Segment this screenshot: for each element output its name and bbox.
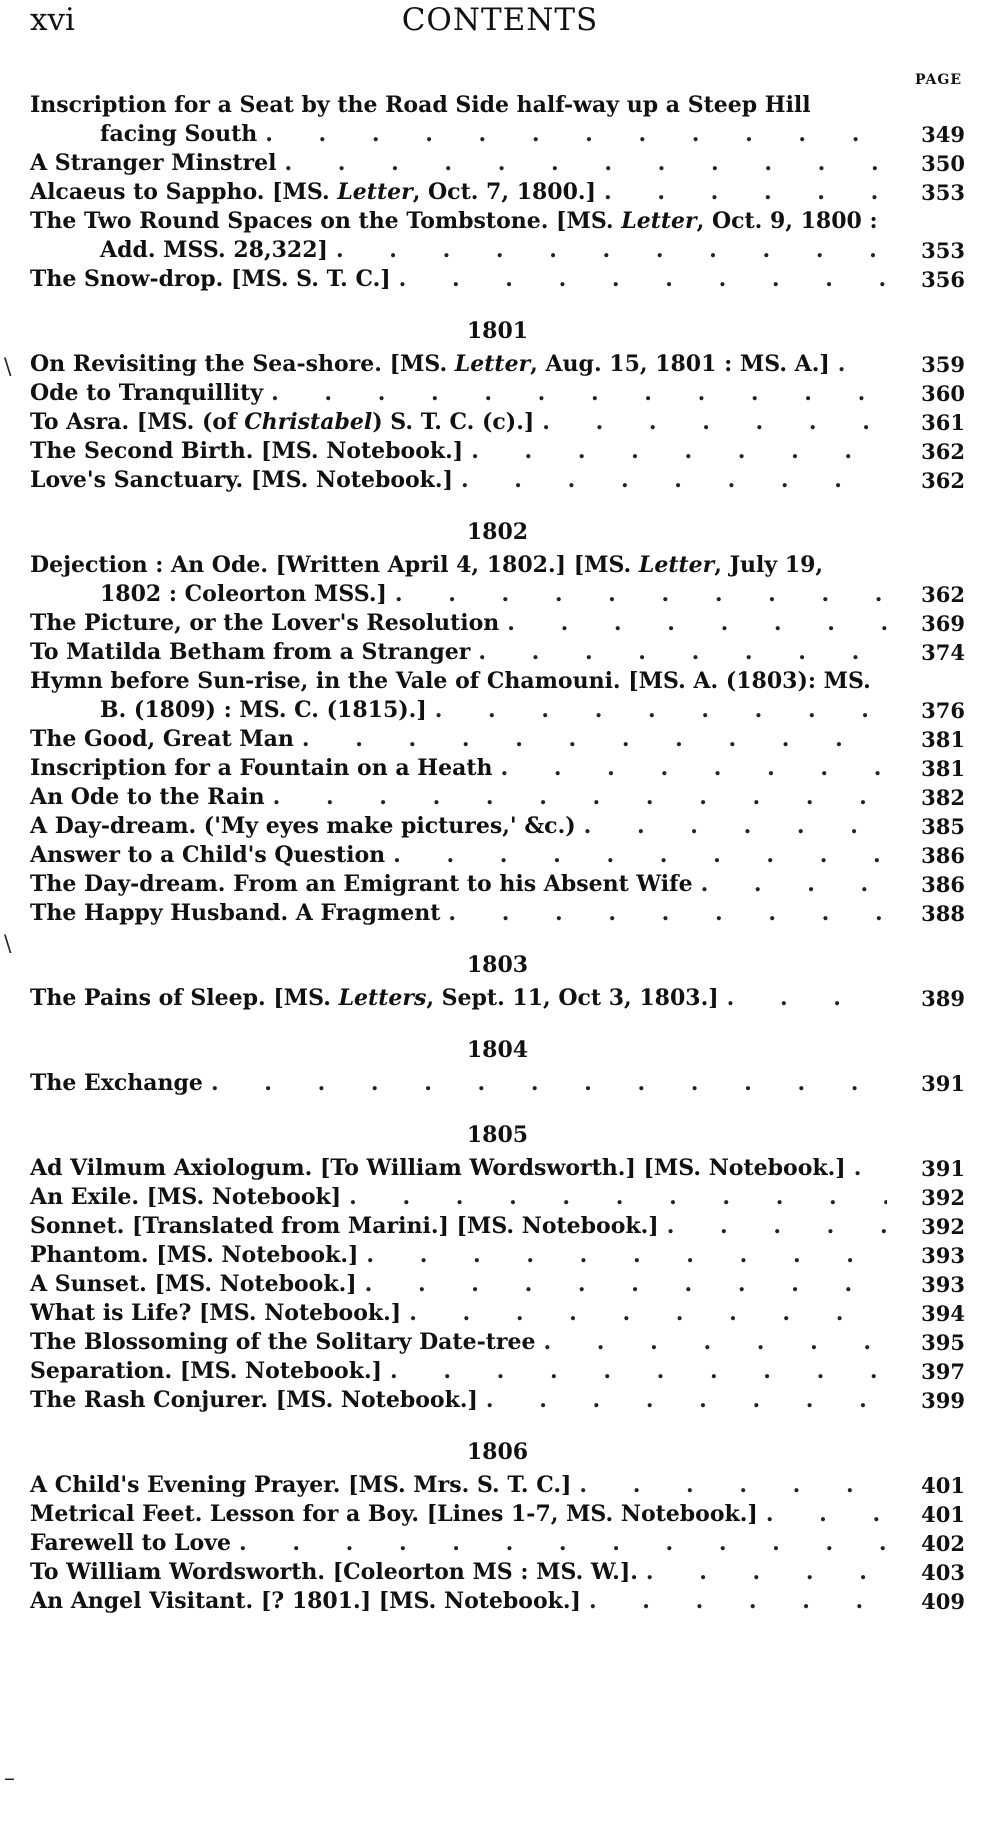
toc-entry-title: The Exchange (30, 1070, 203, 1096)
toc-entry-page: 386 (921, 872, 965, 897)
toc-entry-title: An Ode to the Rain (30, 784, 265, 810)
section-year-heading: 1802 (466, 519, 529, 545)
section-year-heading: 1805 (466, 1122, 529, 1148)
toc-entry-title: To William Wordsworth. [Coleorton MS : MS. W.]. (30, 1559, 638, 1585)
toc-entry-title: The Good, Great Man (30, 726, 294, 752)
toc-entry-title: The Rash Conjurer. [MS. Notebook.] (30, 1387, 478, 1413)
toc-entry-page: 402 (921, 1531, 965, 1556)
toc-entry-title: The Picture, or the Lover's Resolution (30, 610, 500, 636)
toc-entry-line (30, 236, 965, 265)
dot-leader (302, 725, 887, 754)
toc-entry-line (30, 1299, 965, 1328)
toc-entry (30, 1241, 965, 1270)
toc-entry-title: A Child's Evening Prayer. [MS. Mrs. S. T. C.] (30, 1472, 572, 1498)
toc-entry-page: 394 (921, 1301, 965, 1326)
toc-entry-line (30, 841, 965, 870)
toc-entry-title: Ode to Tranquillity (30, 380, 264, 406)
toc-entry-line (30, 1183, 965, 1212)
toc-entry (30, 783, 965, 812)
toc-entry (30, 1183, 965, 1212)
toc-entry-page: 350 (921, 151, 965, 176)
dot-leader (854, 1154, 887, 1183)
dot-leader (409, 1299, 887, 1328)
toc-entry-page: 399 (921, 1388, 965, 1413)
toc-section (30, 1013, 965, 1098)
toc-entry-line (30, 1154, 965, 1183)
toc-entry-page: 401 (921, 1473, 965, 1498)
toc-entry-page: 353 (921, 238, 965, 263)
toc-entry-line (30, 984, 965, 1013)
toc-entry-title: facing South (100, 121, 258, 147)
toc-entry-title: The Snow-drop. [MS. S. T. C.] (30, 266, 391, 292)
toc-entry (30, 725, 965, 754)
toc-entry-line (30, 1386, 965, 1415)
toc-entry-page: 353 (921, 180, 965, 205)
toc-entry-line (30, 870, 965, 899)
toc-entry-page: 374 (921, 640, 965, 665)
toc-entry-line (30, 207, 965, 236)
toc-entry-title: On Revisiting the Sea-shore. [MS. Letter, Aug. 15, 1801 : MS. A.] (30, 351, 830, 377)
dot-leader (399, 265, 887, 294)
toc-entry (30, 1299, 965, 1328)
toc-entry-line (30, 91, 965, 120)
toc-entry-line (30, 899, 965, 928)
toc-entry-line (30, 149, 965, 178)
dot-leader (589, 1587, 887, 1616)
toc-entry-page: 381 (921, 756, 965, 781)
toc-entry-title: The Happy Husband. A Fragment (30, 900, 441, 926)
toc-entry-line (30, 1069, 965, 1098)
dot-leader (365, 1270, 887, 1299)
toc-entry-page: 389 (921, 986, 965, 1011)
toc-entry (30, 609, 965, 638)
dot-leader (448, 899, 887, 928)
toc-section (30, 495, 965, 928)
toc-entry-line (30, 1357, 965, 1386)
toc-entry-page: 392 (921, 1185, 965, 1210)
table-of-contents (30, 91, 965, 1616)
toc-entry (30, 265, 965, 294)
toc-entry-line (30, 1500, 965, 1529)
toc-entry-line (30, 725, 965, 754)
toc-section (30, 1098, 965, 1415)
toc-entry-title: Inscription for a Seat by the Road Side half-way up a Steep Hill (30, 92, 811, 118)
toc-entry-title: Dejection : An Ode. [Written April 4, 1802.] [MS. Letter, July 19, (30, 552, 824, 578)
toc-entry-title: An Exile. [MS. Notebook] (30, 1184, 342, 1210)
dot-leader (211, 1069, 887, 1098)
section-year-heading: 1803 (466, 952, 529, 978)
toc-entry-line (30, 178, 965, 207)
section-year-heading: 1806 (466, 1439, 529, 1465)
toc-entry (30, 984, 965, 1013)
page-column-label: PAGE (915, 72, 962, 88)
margin-mark: – (4, 1766, 15, 1791)
dot-leader (284, 149, 887, 178)
dot-leader (543, 1328, 887, 1357)
dot-leader (265, 120, 887, 149)
toc-entry-title: Sonnet. [Translated from Marini.] [MS. Notebook.] (30, 1213, 659, 1239)
toc-entry-page: 392 (921, 1214, 965, 1239)
toc-entry-page: 376 (921, 698, 965, 723)
toc-entry-page: 401 (921, 1502, 965, 1527)
toc-entry-line (30, 696, 965, 725)
toc-entry-page: 369 (921, 611, 965, 636)
dot-leader (336, 236, 887, 265)
toc-entry-title: The Pains of Sleep. [MS. Letters, Sept. 11, Oct 3, 1803.] (30, 985, 719, 1011)
toc-entry (30, 379, 965, 408)
toc-entry-page: 361 (921, 410, 965, 435)
toc-section (30, 928, 965, 1013)
toc-entry-page: 359 (921, 352, 965, 377)
toc-entry-title: Love's Sanctuary. [MS. Notebook.] (30, 467, 453, 493)
toc-entry (30, 870, 965, 899)
toc-entry (30, 1212, 965, 1241)
toc-entry (30, 1558, 965, 1587)
dot-leader (239, 1529, 887, 1558)
toc-entry-line (30, 408, 965, 437)
toc-entry (30, 466, 965, 495)
toc-entry (30, 178, 965, 207)
dot-leader (393, 841, 887, 870)
toc-entry-title: Phantom. [MS. Notebook.] (30, 1242, 359, 1268)
toc-entry (30, 754, 965, 783)
toc-entry-page: 382 (921, 785, 965, 810)
toc-entry-line (30, 1529, 965, 1558)
toc-entry-title: The Blossoming of the Solitary Date-tree (30, 1329, 536, 1355)
dot-leader (646, 1558, 887, 1587)
toc-entry (30, 667, 965, 725)
toc-entry-line (30, 437, 965, 466)
toc-entry-title: The Second Birth. [MS. Notebook.] (30, 438, 464, 464)
toc-section (30, 1415, 965, 1616)
toc-entry-page: 360 (921, 381, 965, 406)
toc-entry-line (30, 551, 965, 580)
dot-leader (507, 609, 887, 638)
toc-entry-page: 385 (921, 814, 965, 839)
toc-entry-title: To Matilda Betham from a Stranger (30, 639, 471, 665)
toc-entry-title: Answer to a Child's Question (30, 842, 386, 868)
toc-entry (30, 1154, 965, 1183)
dot-leader (542, 408, 887, 437)
toc-entry-page: 395 (921, 1330, 965, 1355)
dot-leader (838, 350, 887, 379)
dot-leader (435, 696, 887, 725)
toc-entry (30, 841, 965, 870)
toc-entry-title: The Two Round Spaces on the Tombstone. [MS. Letter, Oct. 9, 1800 : (30, 208, 878, 234)
toc-entry-page: 397 (921, 1359, 965, 1384)
toc-entry (30, 812, 965, 841)
toc-entry (30, 1587, 965, 1616)
toc-entry (30, 91, 965, 149)
toc-entry-line (30, 783, 965, 812)
toc-entry (30, 899, 965, 928)
dot-leader (471, 437, 887, 466)
toc-entry-title: A Day-dream. ('My eyes make pictures,' &c.) (30, 813, 576, 839)
dot-leader (478, 638, 887, 667)
toc-entry-title: To Asra. [MS. (of Christabel) S. T. C. (c).] (30, 409, 535, 435)
toc-entry-title: 1802 : Coleorton MSS.] (100, 581, 387, 607)
toc-entry (30, 1386, 965, 1415)
toc-entry-page: 362 (921, 439, 965, 464)
toc-entry-line (30, 1558, 965, 1587)
toc-entry-line (30, 120, 965, 149)
toc-entry-page: 391 (921, 1156, 965, 1181)
toc-entry-line (30, 265, 965, 294)
dot-leader (501, 754, 888, 783)
toc-entry-title: B. (1809) : MS. C. (1815).] (100, 697, 427, 723)
page-number: xvi (30, 2, 75, 38)
toc-entry-line (30, 812, 965, 841)
toc-entry-page: 393 (921, 1272, 965, 1297)
toc-section (30, 91, 965, 294)
section-year-heading: 1801 (466, 318, 529, 344)
toc-section (30, 294, 965, 495)
margin-mark: \ (4, 932, 12, 957)
dot-leader (271, 379, 887, 408)
toc-entry-title: A Stranger Minstrel (30, 150, 277, 176)
toc-entry-title: Inscription for a Fountain on a Heath (30, 755, 493, 781)
toc-entry-line (30, 1270, 965, 1299)
toc-entry (30, 1069, 965, 1098)
margin-mark: \ (4, 355, 12, 380)
toc-entry-line (30, 379, 965, 408)
dot-leader (701, 870, 887, 899)
dot-leader (349, 1183, 887, 1212)
toc-entry-line (30, 580, 965, 609)
toc-entry-page: 349 (921, 122, 965, 147)
toc-entry-title: Ad Vilmum Axiologum. [To William Wordsworth.] [MS. Notebook.] (30, 1155, 846, 1181)
dot-leader (604, 178, 887, 207)
toc-entry-title: Add. MSS. 28,322] (100, 237, 328, 263)
toc-entry-title: Separation. [MS. Notebook.] (30, 1358, 383, 1384)
toc-entry-line (30, 1241, 965, 1270)
toc-entry-page: 362 (921, 468, 965, 493)
dot-leader (579, 1471, 887, 1500)
toc-entry (30, 1471, 965, 1500)
running-title: CONTENTS (401, 2, 599, 38)
toc-entry (30, 1328, 965, 1357)
toc-entry-line (30, 1587, 965, 1616)
toc-entry-line (30, 1471, 965, 1500)
toc-entry-title: Alcaeus to Sappho. [MS. Letter, Oct. 7, 1800.] (30, 179, 596, 205)
toc-entry-title: The Day-dream. From an Emigrant to his Absent Wife (30, 871, 693, 897)
dot-leader (395, 580, 887, 609)
dot-leader (486, 1386, 887, 1415)
toc-entry-line (30, 754, 965, 783)
toc-entry-line (30, 1212, 965, 1241)
toc-entry (30, 1357, 965, 1386)
toc-entry-page: 391 (921, 1071, 965, 1096)
toc-entry (30, 207, 965, 265)
toc-entry (30, 350, 965, 379)
toc-entry (30, 149, 965, 178)
toc-entry-title: What is Life? [MS. Notebook.] (30, 1300, 402, 1326)
toc-entry-page: 409 (921, 1589, 965, 1614)
section-year-heading: 1804 (466, 1037, 529, 1063)
toc-entry-page: 362 (921, 582, 965, 607)
toc-entry (30, 551, 965, 609)
dot-leader (273, 783, 887, 812)
dot-leader (390, 1357, 887, 1386)
toc-entry (30, 408, 965, 437)
toc-entry (30, 1500, 965, 1529)
toc-entry (30, 1529, 965, 1558)
toc-entry (30, 638, 965, 667)
dot-leader (366, 1241, 887, 1270)
toc-entry-line (30, 609, 965, 638)
toc-entry-title: An Angel Visitant. [? 1801.] [MS. Notebook.] (30, 1588, 581, 1614)
toc-entry-page: 356 (921, 267, 965, 292)
toc-entry-title: Farewell to Love (30, 1530, 231, 1556)
dot-leader (461, 466, 887, 495)
toc-entry-line (30, 466, 965, 495)
toc-entry-page: 393 (921, 1243, 965, 1268)
toc-entry (30, 1270, 965, 1299)
toc-entry-title: Metrical Feet. Lesson for a Boy. [Lines 1-7, MS. Notebook.] (30, 1501, 758, 1527)
toc-entry-page: 388 (921, 901, 965, 926)
toc-entry (30, 437, 965, 466)
toc-entry-line (30, 1328, 965, 1357)
toc-entry-title: Hymn before Sun-rise, in the Vale of Chamouni. [MS. A. (1803): MS. (30, 668, 871, 694)
toc-entry-page: 403 (921, 1560, 965, 1585)
toc-entry-page: 381 (921, 727, 965, 752)
toc-entry-line (30, 667, 965, 696)
toc-entry-title: A Sunset. [MS. Notebook.] (30, 1271, 357, 1297)
toc-entry-line (30, 638, 965, 667)
toc-entry-line (30, 350, 965, 379)
dot-leader (584, 812, 887, 841)
dot-leader (766, 1500, 887, 1529)
dot-leader (727, 984, 887, 1013)
toc-entry-page: 386 (921, 843, 965, 868)
dot-leader (667, 1212, 887, 1241)
